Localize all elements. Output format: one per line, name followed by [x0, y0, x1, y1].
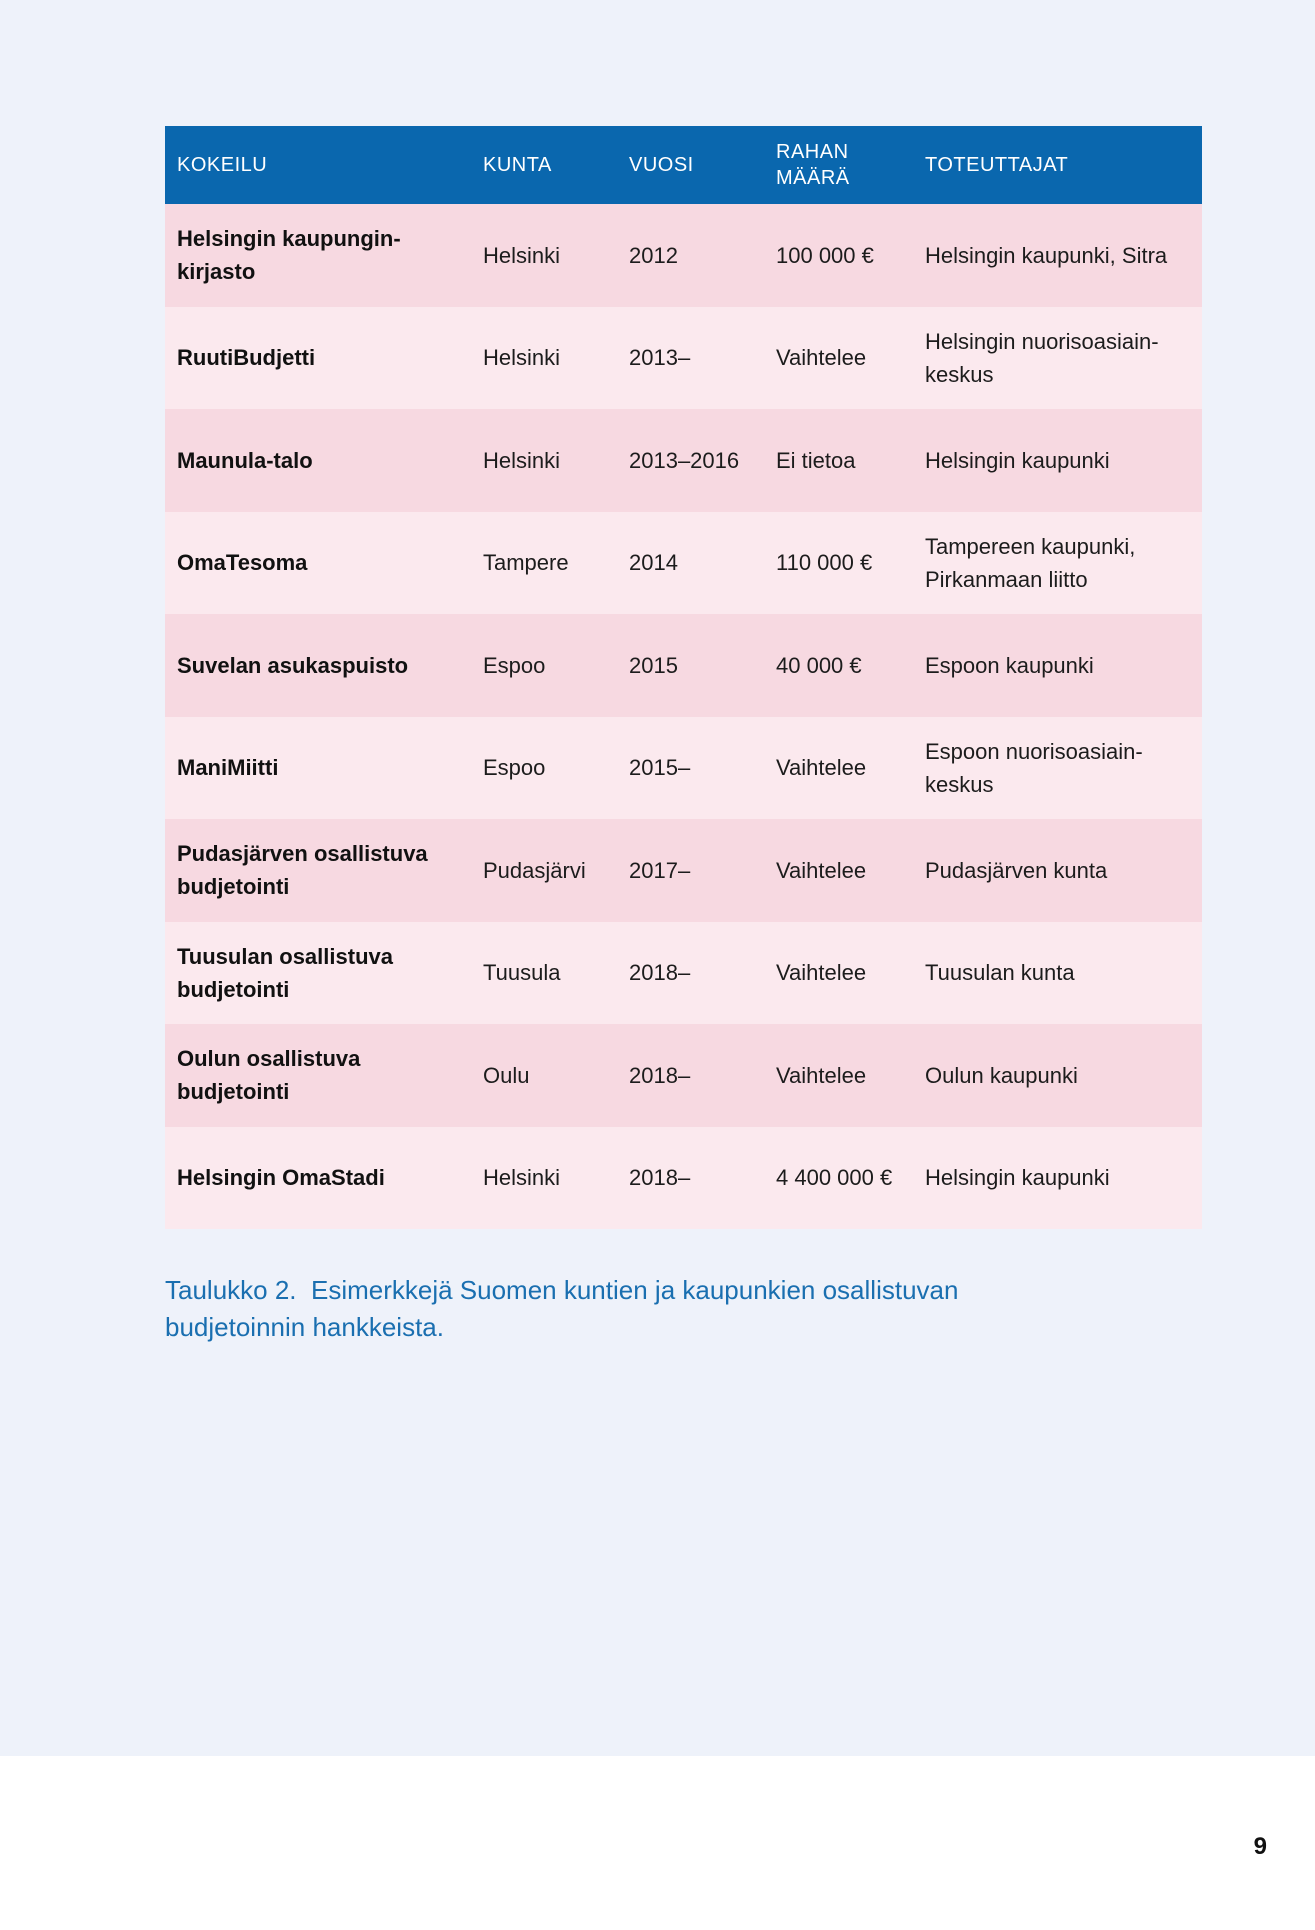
projects-table-container [165, 126, 1202, 1229]
cell-kunta: Espoo [483, 652, 546, 678]
cell-vuosi: 2013– [629, 345, 691, 371]
cell-kunta: Espoo [483, 755, 546, 781]
cell-vuosi: 2015 [629, 652, 678, 678]
cell-toteuttajat: Espoon nuorisoasiain- keskus [925, 738, 1143, 797]
cell-rahan-maara: 40 000 € [776, 652, 862, 678]
table-row [165, 307, 1202, 410]
cell-toteuttajat: Helsingin kaupunki, Sitra [925, 242, 1168, 268]
caption-line-1: Taulukko 2. Esimerkkejä Suomen kuntien ja kaupunkien osallistuvan [165, 1275, 959, 1305]
cell-vuosi: 2012 [629, 242, 678, 268]
cell-kunta: Helsinki [483, 345, 561, 371]
cell-toteuttajat: Tampereen kaupunki, Pirkanmaan liitto [925, 533, 1136, 592]
cell-kunta: Tampere [483, 550, 569, 576]
cell-kokeilu: Oulun osallistuva budjetointi [177, 1046, 361, 1105]
table-row [165, 819, 1202, 922]
table-row [165, 204, 1202, 307]
header-toteuttajat: TOTEUTTAJAT [925, 154, 1069, 176]
cell-rahan-maara: 110 000 € [776, 550, 873, 576]
cell-rahan-maara: 100 000 € [776, 242, 874, 268]
header-kunta: KUNTA [483, 154, 552, 176]
cell-kokeilu: Helsingin OmaStadi [177, 1165, 385, 1191]
cell-kokeilu: Helsingin kaupungin- kirjasto [177, 226, 401, 285]
page-number: 9 [1253, 1833, 1267, 1860]
cell-kunta: Helsinki [483, 1165, 561, 1191]
cell-toteuttajat: Tuusulan kunta [925, 960, 1075, 986]
table-row [165, 1127, 1202, 1230]
cell-kunta: Helsinki [483, 447, 561, 473]
cell-vuosi: 2013–2016 [629, 447, 740, 473]
cell-kokeilu: OmaTesoma [177, 550, 308, 576]
header-rahan-maara: RAHAN MÄÄRÄ [776, 141, 850, 189]
cell-toteuttajat: Espoon kaupunki [925, 652, 1094, 678]
table-row [165, 717, 1202, 820]
table-header-row [165, 126, 1202, 204]
cell-toteuttajat: Pudasjärven kunta [925, 857, 1108, 883]
cell-vuosi: 2017– [629, 857, 691, 883]
table-header [165, 126, 1202, 204]
cell-rahan-maara: Vaihtelee [776, 755, 867, 781]
table-caption [165, 1272, 1065, 1346]
cell-toteuttajat: Helsingin kaupunki [925, 1165, 1110, 1191]
cell-kunta: Helsinki [483, 242, 561, 268]
cell-toteuttajat: Helsingin kaupunki [925, 447, 1110, 473]
cell-kokeilu: RuutiBudjetti [177, 345, 316, 371]
table-body [165, 204, 1202, 1229]
header-vuosi: VUOSI [629, 154, 694, 176]
caption-line-2: budjetoinnin hankkeista. [165, 1312, 444, 1342]
cell-kunta: Oulu [483, 1062, 530, 1088]
cell-vuosi: 2014 [629, 550, 678, 576]
cell-kokeilu: ManiMiitti [177, 755, 279, 781]
cell-kokeilu: Maunula-talo [177, 447, 313, 473]
cell-kunta: Tuusula [483, 960, 561, 986]
cell-kokeilu: Suvelan asukaspuisto [177, 652, 409, 678]
cell-rahan-maara: Vaihtelee [776, 857, 867, 883]
header-kokeilu: KOKEILU [177, 154, 268, 176]
cell-rahan-maara: Vaihtelee [776, 345, 867, 371]
table-row [165, 1024, 1202, 1127]
cell-vuosi: 2018– [629, 1165, 691, 1191]
table-row [165, 922, 1202, 1025]
cell-vuosi: 2018– [629, 960, 691, 986]
cell-kunta: Pudasjärvi [483, 857, 586, 883]
cell-rahan-maara: 4 400 000 € [776, 1165, 893, 1191]
cell-toteuttajat: Helsingin nuorisoasiain- keskus [925, 328, 1159, 387]
cell-rahan-maara: Vaihtelee [776, 1062, 867, 1088]
cell-toteuttajat: Oulun kaupunki [925, 1062, 1078, 1088]
cell-rahan-maara: Vaihtelee [776, 960, 867, 986]
table-row [165, 409, 1202, 512]
projects-table [165, 126, 1202, 1229]
cell-vuosi: 2015– [629, 755, 691, 781]
cell-kokeilu: Pudasjärven osallistuva budjetointi [177, 841, 428, 900]
cell-kokeilu: Tuusulan osallistuva budjetointi [177, 943, 393, 1002]
table-row [165, 512, 1202, 615]
cell-rahan-maara: Ei tietoa [776, 447, 856, 473]
cell-vuosi: 2018– [629, 1062, 691, 1088]
table-row [165, 614, 1202, 717]
